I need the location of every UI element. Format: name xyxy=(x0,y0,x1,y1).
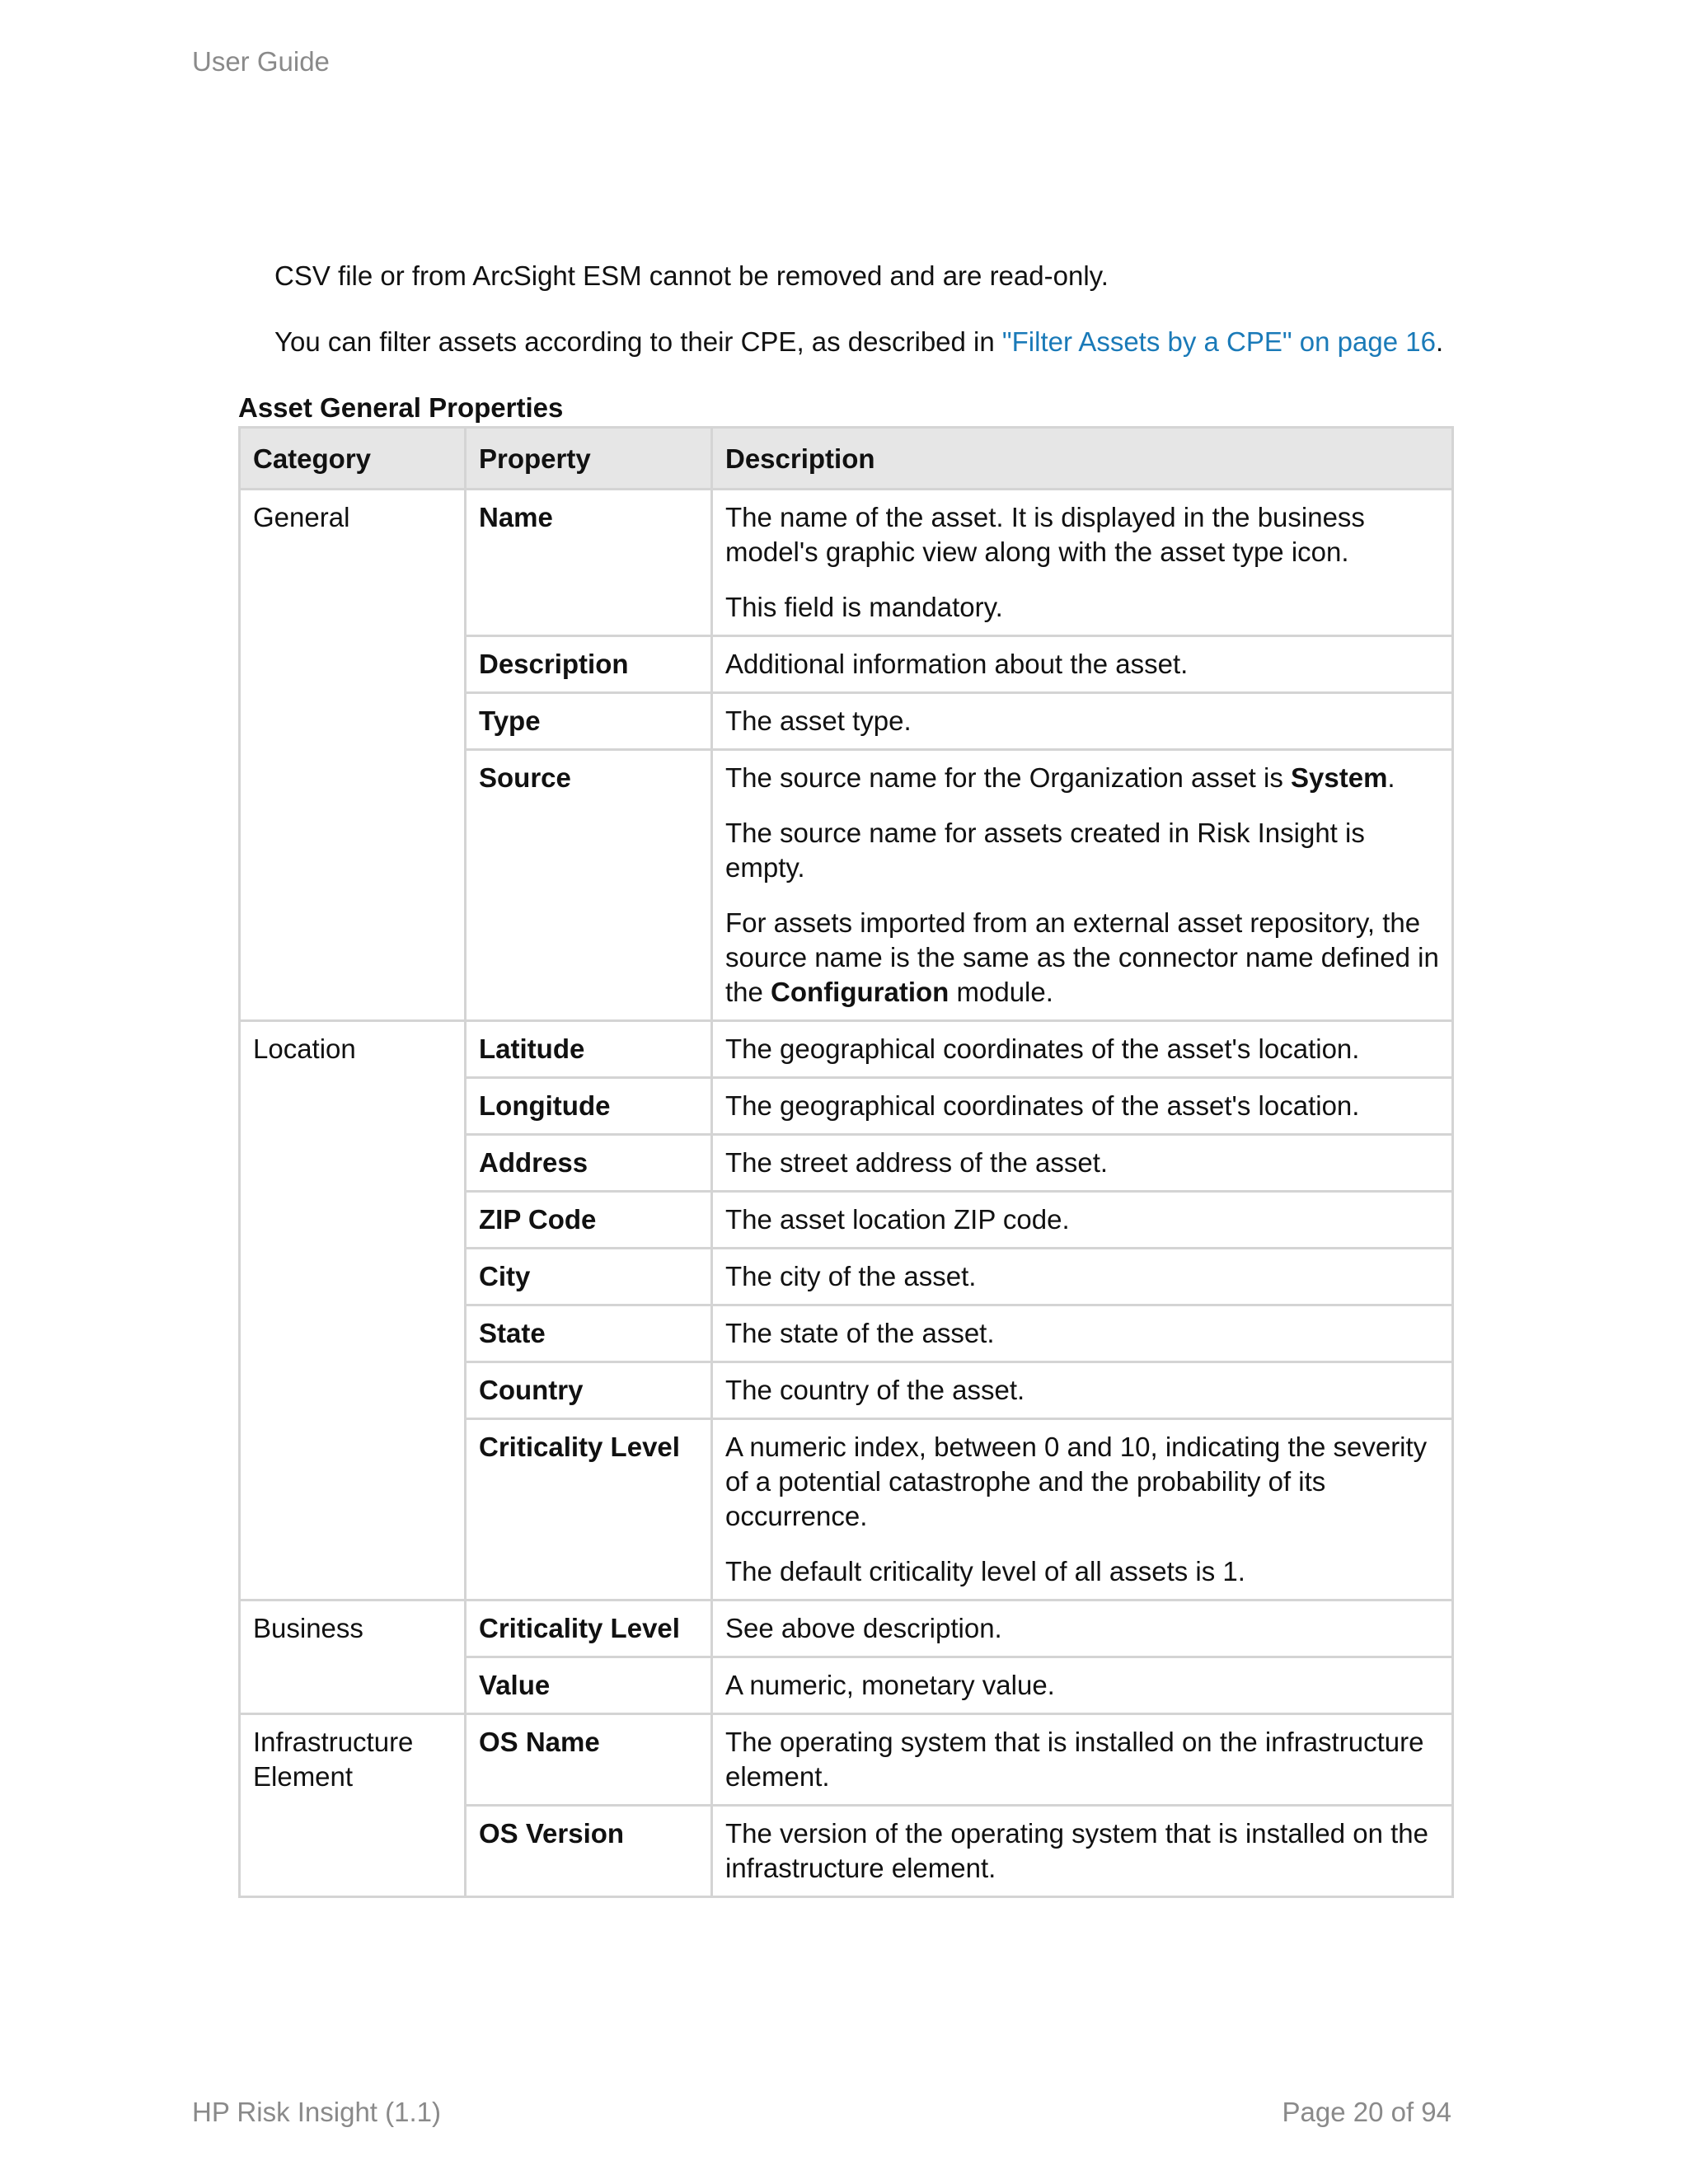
description-text: A numeric, monetary value. xyxy=(725,1670,1055,1700)
property-cell: City xyxy=(466,1249,712,1305)
description-text: See above description. xyxy=(725,1613,1002,1643)
table-header-row xyxy=(240,428,1453,490)
running-header: User Guide xyxy=(192,46,330,77)
category-cell: Infrastructure Element xyxy=(240,1714,466,1897)
text-span: . xyxy=(1387,762,1395,793)
header-property: Property xyxy=(466,428,712,490)
table-row xyxy=(240,1021,1453,1078)
description-text: The asset type. xyxy=(725,705,912,736)
property-cell: Source xyxy=(466,750,712,1021)
property-cell: ZIP Code xyxy=(466,1192,712,1249)
property-cell: State xyxy=(466,1305,712,1362)
filter-text-suffix: . xyxy=(1435,326,1444,357)
property-cell: Latitude xyxy=(466,1021,712,1078)
category-cell: Location xyxy=(240,1021,466,1601)
description-text: The geographical coordinates of the asset's location. xyxy=(725,1090,1360,1121)
text-span: module. xyxy=(949,977,1053,1007)
property-cell: Criticality Level xyxy=(466,1601,712,1657)
table-row xyxy=(240,1601,1453,1657)
description-cell xyxy=(712,1192,1453,1249)
description-cell xyxy=(712,1601,1453,1657)
intro-paragraph xyxy=(274,259,1109,293)
description-text: The operating system that is installed on the infrastructure element. xyxy=(725,1727,1424,1792)
description-cell xyxy=(712,1806,1453,1897)
description-cell xyxy=(712,636,1453,693)
description-cell xyxy=(712,750,1453,1021)
description-cell xyxy=(712,1021,1453,1078)
property-cell: Type xyxy=(466,693,712,750)
description-text xyxy=(725,761,1440,795)
description-cell xyxy=(712,1135,1453,1192)
description-cell xyxy=(712,1249,1453,1305)
asset-properties-table xyxy=(238,426,1454,1898)
header-category: Category xyxy=(240,428,466,490)
description-cell xyxy=(712,1078,1453,1135)
text-span: The source name for the Organization asset is xyxy=(725,762,1292,793)
description-text: The asset location ZIP code. xyxy=(725,1204,1070,1235)
property-cell: Description xyxy=(466,636,712,693)
filter-assets-link[interactable]: "Filter Assets by a CPE" on page 16 xyxy=(1001,326,1436,357)
property-cell: Criticality Level xyxy=(466,1419,712,1601)
description-text: The geographical coordinates of the asset's location. xyxy=(725,1033,1360,1064)
bold-term: System xyxy=(1291,762,1388,793)
footer-product: HP Risk Insight (1.1) xyxy=(192,2097,441,2127)
description-cell xyxy=(712,1714,1453,1806)
description-cell xyxy=(712,1419,1453,1601)
property-cell: OS Version xyxy=(466,1806,712,1897)
property-cell: OS Name xyxy=(466,1714,712,1806)
table-row xyxy=(240,1714,1453,1806)
property-cell: Longitude xyxy=(466,1078,712,1135)
category-cell: Business xyxy=(240,1601,466,1714)
header-description: Description xyxy=(712,428,1453,490)
description-text: The state of the asset. xyxy=(725,1318,995,1348)
description-text: A numeric index, between 0 and 10, indicating the severity of a potential catastrophe and the probability of its occurrence. xyxy=(725,1432,1428,1531)
intro-text: CSV file or from ArcSight ESM cannot be removed and are read-only. xyxy=(274,260,1109,291)
filter-paragraph xyxy=(274,325,1443,359)
table-row xyxy=(240,490,1453,636)
filter-text-prefix: You can filter assets according to their CPE, as described in xyxy=(274,326,1002,357)
description-text: The version of the operating system that is installed on the infrastructure element. xyxy=(725,1818,1428,1883)
description-text: The name of the asset. It is displayed in the business model's graphic view along with the asset type icon. xyxy=(725,502,1365,567)
description-text: The source name for assets created in Risk Insight is empty. xyxy=(725,818,1365,883)
description-text: The street address of the asset. xyxy=(725,1147,1109,1178)
category-cell: General xyxy=(240,490,466,1021)
property-cell: Name xyxy=(466,490,712,636)
description-text: This field is mandatory. xyxy=(725,592,1003,622)
text-span: For assets imported from an external asset repository, the source name is the same as the connector name defined in the xyxy=(725,907,1439,1007)
footer-page-number: Page 20 of 94 xyxy=(1282,2097,1451,2127)
description-cell xyxy=(712,1657,1453,1714)
description-text: The country of the asset. xyxy=(725,1375,1025,1405)
description-cell xyxy=(712,1305,1453,1362)
description-cell xyxy=(712,1362,1453,1419)
description-text xyxy=(725,906,1440,1010)
property-cell: Value xyxy=(466,1657,712,1714)
description-text: Additional information about the asset. xyxy=(725,649,1189,679)
property-cell: Address xyxy=(466,1135,712,1192)
bold-term: Configuration xyxy=(771,977,950,1007)
description-cell xyxy=(712,693,1453,750)
property-cell: Country xyxy=(466,1362,712,1419)
table-caption: Asset General Properties xyxy=(238,392,564,423)
description-cell xyxy=(712,490,1453,636)
description-text: The city of the asset. xyxy=(725,1261,977,1291)
description-text: The default criticality level of all assets is 1. xyxy=(725,1556,1245,1586)
